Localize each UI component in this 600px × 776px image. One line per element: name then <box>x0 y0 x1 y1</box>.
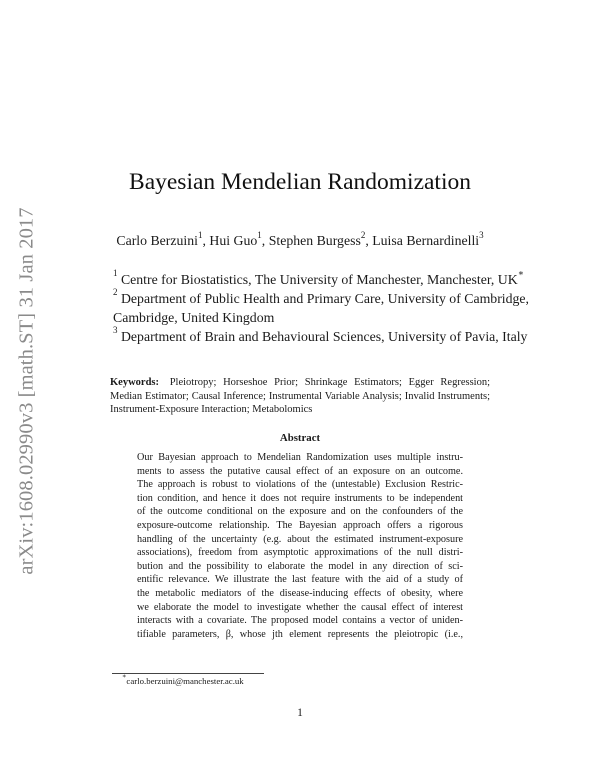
footnote-divider <box>112 673 264 674</box>
author-1: Carlo Berzuini$^1$ <box>116 230 203 248</box>
abstract-line: the metabolic mediators of the disease-inducing effects of obesity, where <box>137 587 463 599</box>
abstract-line: exposure-outcome relationship. The Bayesian approach offers a rigorous <box>137 519 463 531</box>
abstract-line: handling of the uncertainty (e.g. about the estimated instrument-exposure <box>137 533 463 545</box>
keywords-block <box>110 376 490 417</box>
abstract-line: The approach is robust to violations of the (untestable) Exclusion Restric- <box>137 479 463 491</box>
footnote-marker: ∗ <box>122 673 127 680</box>
abstract-line: tifiable parameters, β, whose jth element represents the pleiotropic (i.e., <box>137 628 463 640</box>
footnote <box>122 675 244 687</box>
affiliation-3: $^3$ Department of Brain and Behavioural Sciences, University of Pavia, Italy <box>113 325 528 344</box>
page-number: 1 <box>297 707 303 719</box>
abstract-line: interacts with a covariate. The proposed model contains a vector of uniden- <box>137 615 463 627</box>
affiliations <box>113 270 553 346</box>
author-2: Hui Guo$^1$ <box>209 230 262 248</box>
abstract-line: Our Bayesian approach to Mendelian Randomization uses multiple instru- <box>137 452 463 463</box>
author-4: Luisa Bernardinelli$^3$ <box>372 230 484 248</box>
author-list: Carlo Berzuini$^1$, Hui Guo$^1$, Stephen Burgess$^2$, Luisa Bernardinelli$^3$ <box>116 230 484 248</box>
abstract-line: we elaborate the model to investigate whether the causal effect of interest <box>137 601 463 613</box>
footnote-email: carlo.berzuini@manchester.ac.uk <box>126 676 244 686</box>
affiliation-1: $^1$ Centre for Biostatistics, The University of Manchester, Manchester, UK∗ <box>113 268 524 287</box>
abstract-line: associations), freedom from asymptotic approximations of the null distri- <box>137 547 463 559</box>
affiliation-2: $^2$ Department of Public Health and Primary Care, University of Cambridge, <box>113 287 530 306</box>
abstract-line: of the outcome conditional on the exposure and on the confounders of the <box>137 506 463 518</box>
abstract-line: ments to assess the putative causal effect of an exposure on an outcome. <box>137 465 463 477</box>
affiliation-2-continued: Cambridge, United Kingdom <box>113 310 275 325</box>
paper-title: Bayesian Mendelian Randomization <box>129 169 471 195</box>
abstract-line: entific relevance. We illustrate the last feature with the aid of a study of <box>137 574 463 586</box>
author-3: Stephen Burgess$^2$ <box>268 230 366 248</box>
keywords-label: Keywords: <box>110 377 159 388</box>
abstract-line: bution and the possibility to elaborate the model in any direction of sci- <box>137 560 463 572</box>
abstract-line: tion condition, and hence it does not require instruments to be independent <box>137 492 463 504</box>
abstract-body <box>137 451 463 641</box>
abstract-heading: Abstract <box>279 432 321 444</box>
keywords-text: Pleiotropy; Horseshoe Prior; Shrinkage Estimators; Egger Regression; Median Estimator; Causal Inference; Instrumental Variable Analysis; Invalid Instruments; Instrument-Exposure Interaction; Metabolomics <box>110 377 490 415</box>
arxiv-identifier-stamp: arXiv:1608.02990v3 [math.ST] 31 Jan 2017 <box>15 207 38 575</box>
